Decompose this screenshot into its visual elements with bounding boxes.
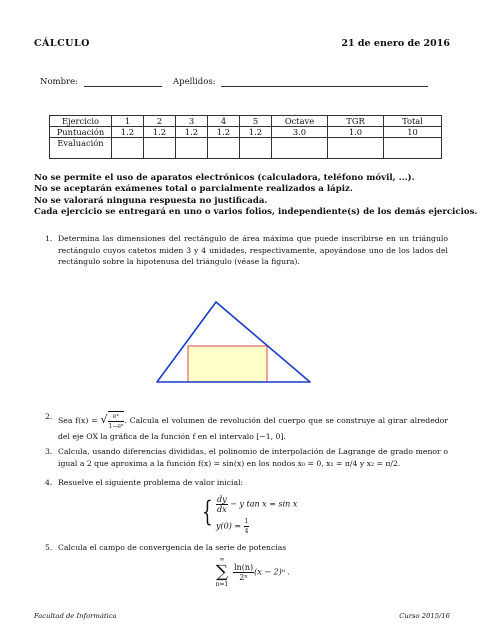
- surname-field[interactable]: [221, 86, 428, 87]
- rule-line: No se aceptarán exámenes total o parcialmente realizados a lápiz.: [34, 184, 353, 195]
- grade-header-cell: Total: [384, 116, 442, 127]
- problem-text: Sea f(x) =: [58, 416, 101, 425]
- grade-header-cell: Octave: [272, 116, 328, 127]
- problem-number: 1.: [45, 234, 53, 243]
- power-series: [213, 556, 333, 602]
- grade-table: [49, 115, 442, 159]
- grade-header-cell: 4: [208, 116, 240, 127]
- evaluation-cell[interactable]: [112, 138, 144, 159]
- brace-symbol: {: [202, 495, 213, 528]
- grade-header-cell: 1: [112, 116, 144, 127]
- sum-lower-limit: n=1: [215, 581, 229, 588]
- initial-condition: y(0) =: [216, 521, 244, 531]
- grade-score-cell: 1.2: [176, 127, 208, 138]
- problem-text: Resuelve el siguiente problema de valor inicial:: [58, 478, 244, 487]
- grade-score-cell: 1.2: [144, 127, 176, 138]
- fraction-denominator: 1−eˣ: [108, 423, 124, 430]
- evaluation-cell[interactable]: [176, 138, 208, 159]
- grade-header-cell: TGR: [328, 116, 384, 127]
- derivative-fraction: $\frac{dy}{dx}$: [217, 495, 227, 514]
- ic-fraction: $\frac{1}{4}$: [244, 518, 249, 535]
- grade-header-cell: 3: [176, 116, 208, 127]
- problem-4: [45, 477, 448, 489]
- footer-course: Curso 2015/16: [399, 612, 450, 620]
- grade-header-row: [50, 116, 442, 127]
- grade-evaluation-row: [50, 138, 442, 159]
- problem-number: 3.: [45, 447, 53, 456]
- problem-number: 4.: [45, 478, 53, 487]
- grade-header-cell: 5: [240, 116, 272, 127]
- triangle-figure: [150, 300, 316, 390]
- course-title: CÁLCULO: [34, 38, 90, 49]
- problem-text: Determina las dimensiones del rectángulo de área máxima que puede inscribirse en un triángulo rectángulo cuyos catetos miden 3 y 4 unidades, respectivamente, apoyándose uno de los lados del rectángulo sobre la hipotenusa del triángulo (véase la figura).: [58, 234, 448, 266]
- evaluation-cell[interactable]: [144, 138, 176, 159]
- fraction-numerator: eˣ: [108, 412, 125, 422]
- surname-label: Apellidos:: [173, 77, 216, 87]
- grade-score-cell: 1.2: [208, 127, 240, 138]
- series-term-power: (x − 2)ⁿ .: [254, 567, 291, 577]
- grade-header-cell: Ejercicio: [50, 116, 112, 127]
- series-term-fraction: $\frac{\ln(n)}{\text{2ⁿ}}$: [234, 563, 254, 582]
- evaluation-label: Evaluación: [50, 138, 112, 159]
- exam-rules: [34, 173, 478, 218]
- rule-line: Cada ejercicio se entregará en uno o varios folios, independiente(s) de los demás ejercicios.: [34, 206, 478, 217]
- sum-upper-limit: ∞: [219, 556, 225, 563]
- inscribed-rectangle: [188, 346, 267, 382]
- grade-score-cell: 10: [384, 127, 442, 138]
- rule-line: No se valorará ninguna respuesta no justificada.: [34, 195, 268, 206]
- grade-score-cell: 1.2: [240, 127, 272, 138]
- evaluation-cell[interactable]: [328, 138, 384, 159]
- problem-text: Calcula el campo de convergencia de la serie de potencias: [58, 543, 287, 552]
- problem-number: 5.: [45, 543, 53, 552]
- grade-score-cell: Puntuación: [50, 127, 112, 138]
- name-label: Nombre:: [40, 77, 79, 87]
- evaluation-cell[interactable]: [384, 138, 442, 159]
- grade-score-cell: 1.0: [328, 127, 384, 138]
- evaluation-cell[interactable]: [272, 138, 328, 159]
- grade-score-cell: 3.0: [272, 127, 328, 138]
- footer-faculty: Facultad de Informática: [34, 612, 117, 620]
- problem-1: [45, 233, 448, 268]
- evaluation-cell[interactable]: [240, 138, 272, 159]
- problem-3: [45, 446, 448, 469]
- problem-text: . Calcula el volumen de revolución del cuerpo que se construye al girar alrededor del eje OX la gráfica de la función f en el intervalo [−1, 0].: [58, 416, 448, 441]
- name-field[interactable]: [84, 86, 162, 87]
- exam-date: 21 de enero de 2016: [341, 38, 450, 49]
- sqrt-fraction: [108, 411, 125, 431]
- grade-score-cell: 1.2: [112, 127, 144, 138]
- problem-number: 2.: [45, 412, 53, 421]
- sigma-symbol: ∑: [215, 562, 229, 582]
- ode-equation: − y tan x = sin x: [227, 499, 298, 509]
- grade-scores-row: [50, 127, 442, 138]
- problem-5: [45, 542, 448, 554]
- problem-2: 2. Sea f(x) = √ $\frac{\text{eˣ}}{\text{1−eˣ}}$ . Calcula el volumen de revolución del cuerpo que se construye al girar alrededor del eje OX la gráfica de la función f en el intervalo [−1, 0].: [45, 412, 448, 441]
- evaluation-cell[interactable]: [208, 138, 240, 159]
- rule-line: No se permite el uso de aparatos electrónicos (calculadora, teléfono móvil, ...).: [34, 173, 415, 183]
- problem-text: Calcula, usando diferencias divididas, el polinomio de interpolación de Lagrange de grado menor o igual a 2 que aproxima a la función f(x) = sin(x) en los nodos x₀ = 0, x₁ = π/4 y x₂ = π/2.: [58, 447, 448, 468]
- grade-header-cell: 2: [144, 116, 176, 127]
